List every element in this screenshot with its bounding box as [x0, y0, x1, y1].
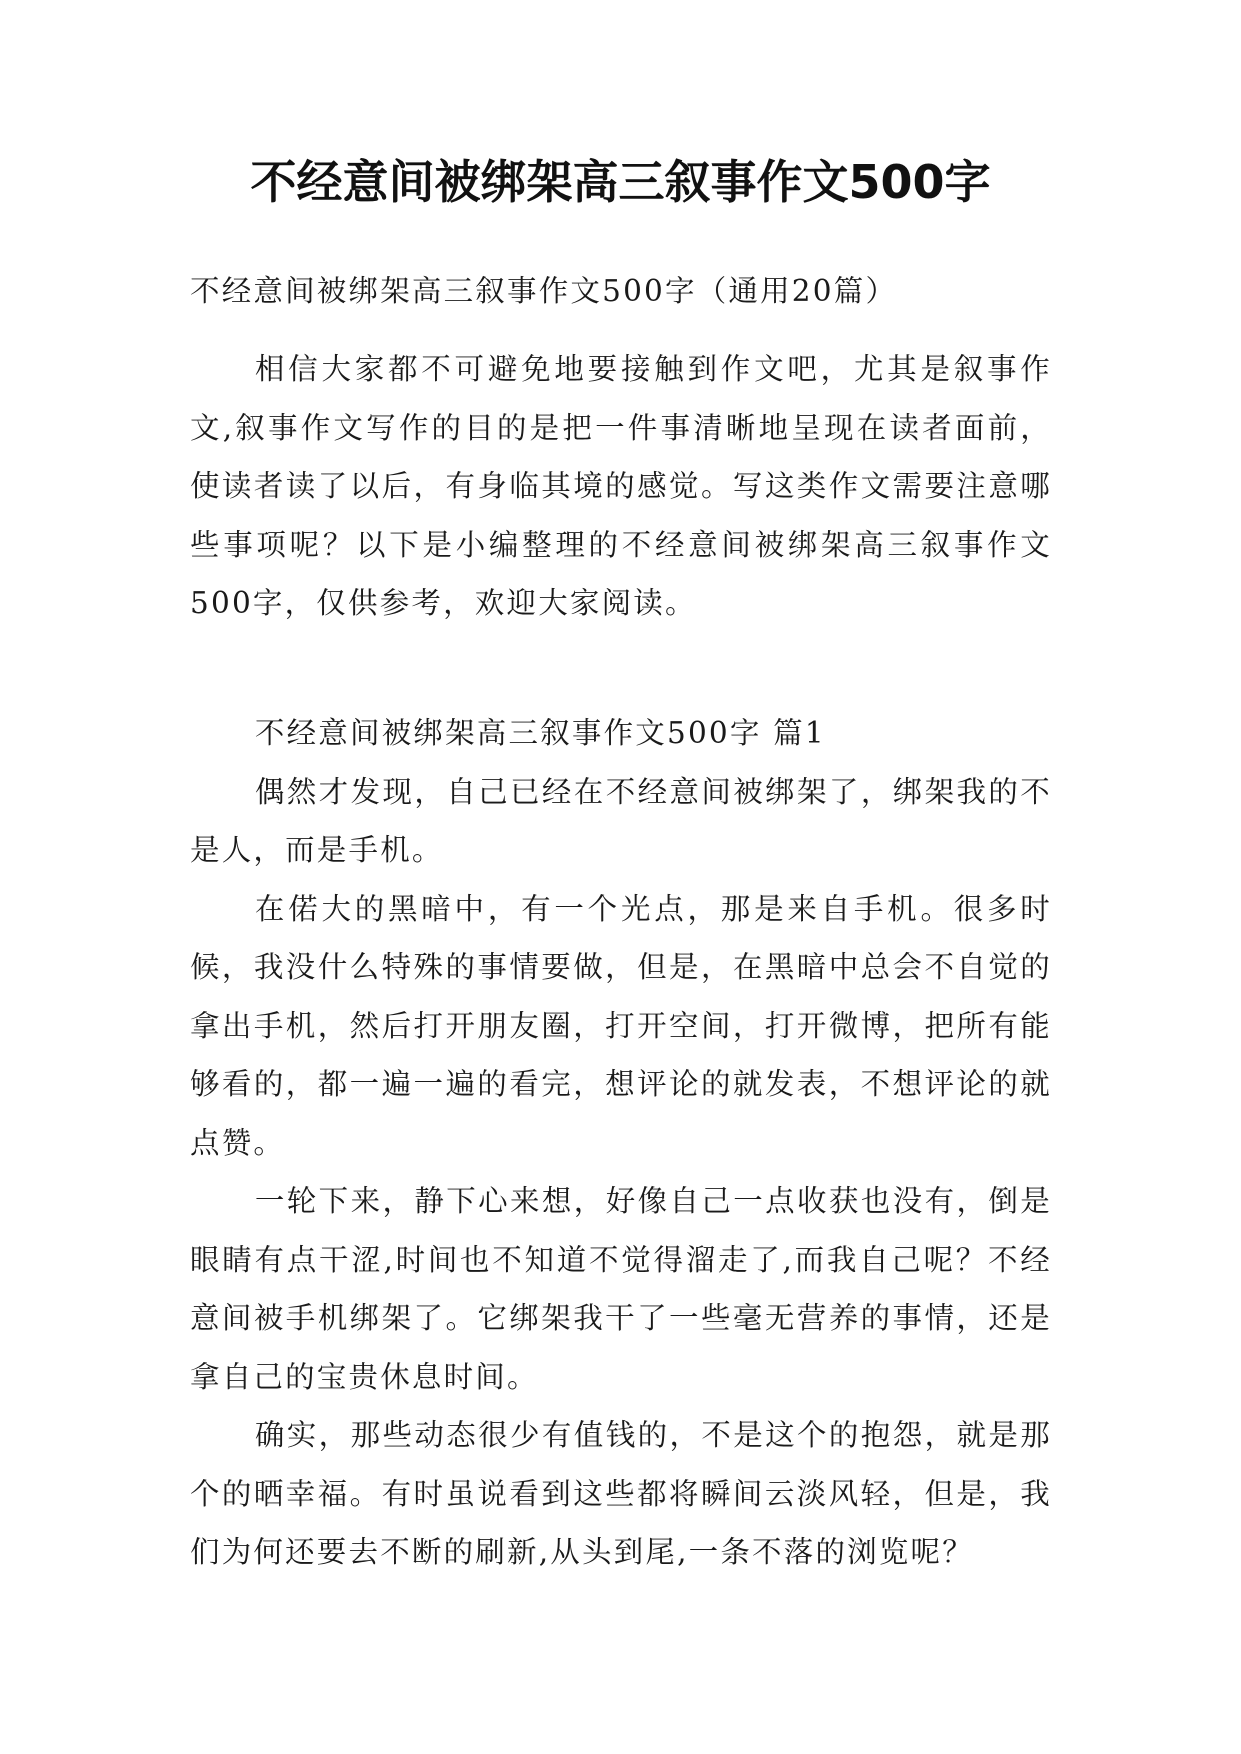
article-paragraph: 一轮下来，静下心来想，好像自己一点收获也没有，倒是眼睛有点干涩,时间也不知道不觉得溜走了,而我自己呢？不经意间被手机绑架了。它绑架我干了一些毫无营养的事情，还是拿自己的宝贵休息时间。	[190, 1184, 1052, 1394]
article-paragraph: 确实，那些动态很少有值钱的，不是这个的抱怨，就是那个的晒幸福。有时虽说看到这些都将瞬间云淡风轻，但是，我们为何还要去不断的刷新,从头到尾,一条不落的浏览呢？	[190, 1418, 1052, 1569]
document-title: 不经意间被绑架高三叙事作文500字	[250, 155, 991, 209]
document-subtitle: 不经意间被绑架高三叙事作文500字（通用20篇）	[190, 274, 898, 308]
article-heading: 不经意间被绑架高三叙事作文500字 篇1	[254, 716, 826, 750]
article-paragraph: 在偌大的黑暗中，有一个光点，那是来自手机。很多时候，我没什么特殊的事情要做，但是，在黑暗中总会不自觉的拿出手机，然后打开朋友圈，打开空间，打开微博，把所有能够看的，都一遍一遍的看完，想评论的就发表，不想评论的就点赞。	[190, 891, 1052, 1160]
intro-paragraph: 相信大家都不可避免地要接触到作文吧，尤其是叙事作文,叙事作文写作的目的是把一件事清晰地呈现在读者面前，使读者读了以后，有身临其境的感觉。写这类作文需要注意哪些事项呢？以下是小编整理的不经意间被绑架高三叙事作文500字，仅供参考，欢迎大家阅读。	[190, 352, 1052, 620]
article-paragraph: 偶然才发现，自己已经在不经意间被绑架了，绑架我的不是人，而是手机。	[190, 774, 1052, 867]
article-section	[190, 704, 1052, 1582]
